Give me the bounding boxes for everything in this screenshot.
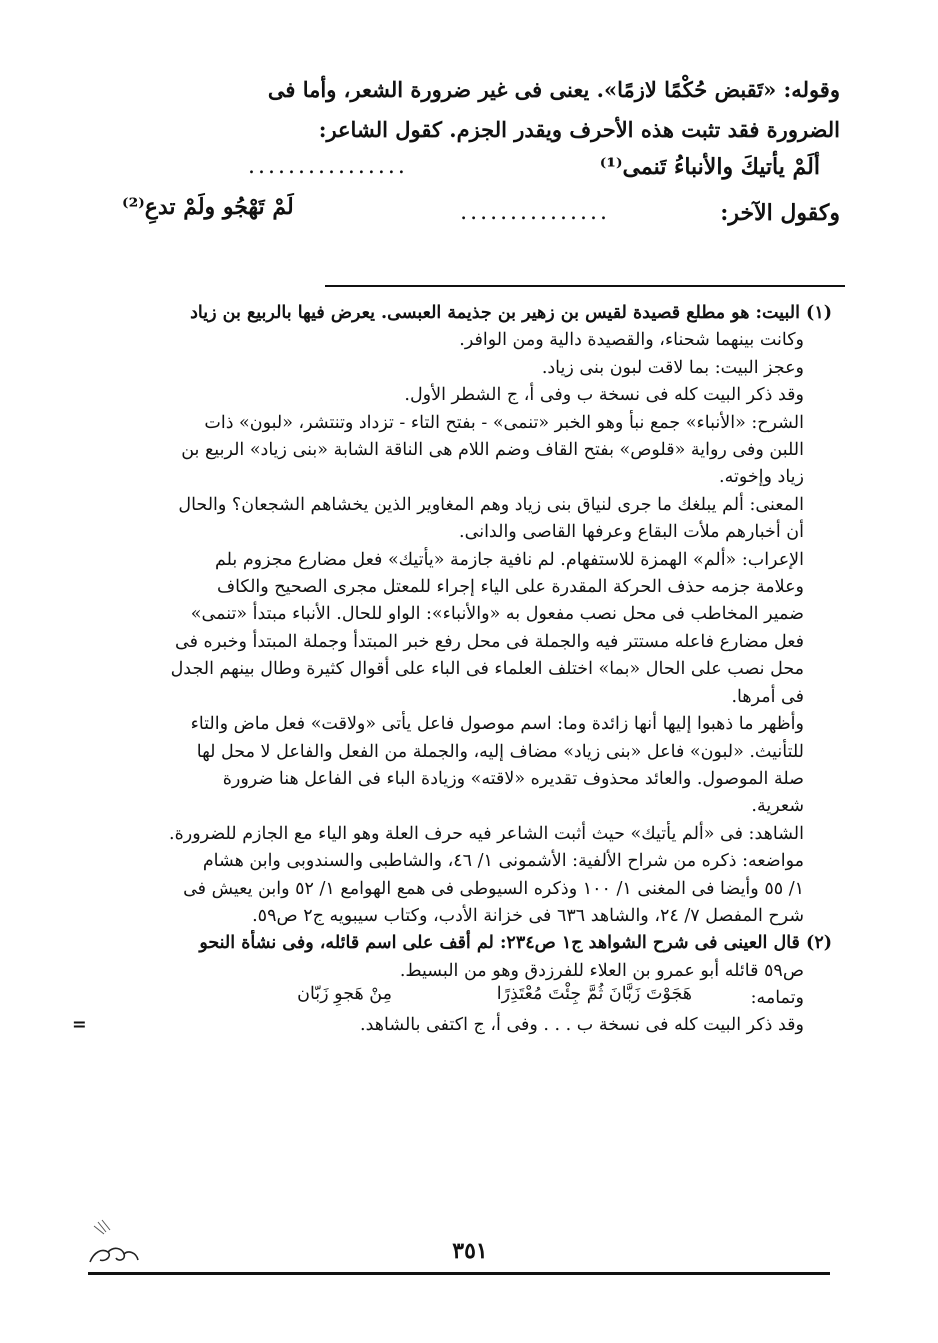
- note-line: اللبن وفى رواية «قلوص» بفتح القاف وضم اللام هى الناقة الشابة «بنى زياد» الربيع بن: [181, 440, 804, 461]
- verse-2-text: لَمْ تَهْجُو ولَمْ تدعِ⁽²⁾: [122, 194, 294, 220]
- note-2-last-text: وقد ذكر البيت كله فى نسخة ب . . . وفى أ، ج اكتفى بالشاهد.: [360, 1015, 804, 1036]
- verse-2-intro: وكقول الآخر:: [720, 200, 840, 226]
- note-line: مواضعه: ذكره من شراح الألفية: الأشمونى ١/ ٤٦، والشاطبى والسندوبى وابن هشام: [202, 851, 804, 872]
- note-line: أن أخبارهم ملأت البقاع وعرفها القاصى والدانى.: [459, 522, 804, 543]
- verse-2: [70, 194, 840, 238]
- ornament-icon: [84, 1212, 144, 1268]
- note-line: وقد ذكر البيت كله فى نسخة ب وفى أ، ج الشطر الأول.: [404, 385, 804, 406]
- note-line: شرح المفصل ٧/ ٢٤، والشاهد ٦٣٦ فى خزانة الأدب، وكتاب سيبويه ج٢ ص٥٩.: [252, 905, 804, 926]
- note-2-verse-label: وتمامه:: [750, 988, 804, 1009]
- note-line: (٢) قال العينى فى شرح الشواهد ج١ ص٢٣٤: لم أقف على اسم قائله، وفى نشأة النحو: [199, 933, 832, 954]
- note-line: صلة الموصول. والعائد محذوف تقديره «لاقته» وزيادة الباء فى الفاعل هنا ضرورة: [222, 768, 804, 789]
- note-2-verse-hemistich-1: هَجَوْتَ زَبَّانَ ثُمَّ جِئْتَ مُعْتَذِرًا: [496, 984, 692, 1005]
- verse-1: [70, 150, 840, 194]
- note-line: المعنى: ألم يبلغك ما جرى لنياق بنى زياد وهم المغاوير الذين يخشاهم الشجعان؟ والحال: [178, 494, 804, 515]
- main-text-line-2: الضرورة فقد تثبت هذه الأحرف ويقدر الجزم. كقول الشاعر:: [318, 117, 840, 142]
- note-line: (١) البيت: هو مطلع قصيدة لقيس بن زهير بن جذيمة العبسى. يعرض فيها بالربيع بن زياد: [190, 303, 832, 323]
- footer-rule: [88, 1272, 830, 1275]
- verse-1-dots: ................: [248, 154, 408, 179]
- note-line: وعجز البيت: بما لاقت لبون بنى زياد.: [541, 357, 804, 378]
- note-line: ١/ ٥٥ وأيضا فى المغنى ١/ ١٠٠ وذكره السيوطى فى همع الهوامع ١/ ٥٢ وابن يعيش فى: [183, 878, 804, 899]
- note-line: ضمير المخاطب فى محل نصب مفعول به «والأنباء»: الواو للحال. الأنباء مبتدأ «تنمى»: [190, 604, 804, 625]
- note-2-verse: [72, 985, 832, 1012]
- main-text: [70, 70, 840, 238]
- note-line: وعلامة جزمه حذف الحركة المقدرة على الياء إجراء للمعتل مجرى الصحيح والكاف: [216, 577, 804, 598]
- verse-2-dots: ...............: [460, 200, 610, 225]
- note-line: فى أمرها.: [731, 686, 804, 707]
- note-line: الشاهد: فى «ألم يأتيك» حيث أثبت الشاعر فيه حرف العلة وهو الياء مع الجازم للضرورة.: [169, 823, 804, 844]
- note-line: للتأنيث. «لبون» فاعل «بنى زياد» مضاف إليه، والجملة من الفعل والفاعل لا محل لها: [196, 741, 804, 762]
- main-text-line-1: وقوله: «تَقبض حُكْمًا لازمًا». يعنى فى غير ضرورة الشعر، وأما فى: [267, 77, 840, 102]
- note-line: وكانت بينهما شحناء، والقصيدة دالية ومن الوافر.: [459, 330, 804, 351]
- note-line: زياد وإخوته.: [719, 467, 804, 488]
- note-2-last-line: [72, 1012, 832, 1039]
- note-line: ص٥٩ قائله أبو عمرو بن العلاء للفرزدق وهو من البسيط.: [399, 960, 804, 981]
- footnotes: [72, 300, 832, 1039]
- note-line: الشرح: «الأنباء» جمع نبأ وهو الخبر «تنمى» - بفتح التاء - تزداد وتنتشر، «لبون» ذات: [204, 412, 804, 433]
- note-2-verse-hemistich-2: مِنْ هَجوِ زَبّان: [297, 984, 392, 1005]
- note-line: وأظهر ما ذهبوا إليها أنها زائدة وما: اسم موصول فاعل يأتى «ولاقت» فعل ماض والتاء: [190, 714, 804, 735]
- footnote-separator: [325, 285, 845, 287]
- continuation-mark: =: [72, 1015, 87, 1036]
- note-line: الإعراب: «ألم» الهمزة للاستفهام. لم نافية جازمة «يأتيك» فعل مضارع مجزوم بلم: [214, 549, 804, 570]
- note-line: شعرية.: [751, 796, 804, 817]
- note-line: محل نصب على الحال «بما» اختلف العلماء فى الباء على أقوال كثيرة وطال بينهم الجدل: [170, 659, 804, 680]
- note-line: فعل مضارع فاعله مستتر فيه والجملة فى محل رفع خبر المبتدأ وجملة المبتدأ وخبره فى: [175, 631, 804, 652]
- verse-1-text: ألَمْ يأتيكَ والأنباءُ تَنمى⁽¹⁾: [599, 154, 820, 180]
- page-number: ٣٥١: [452, 1238, 488, 1264]
